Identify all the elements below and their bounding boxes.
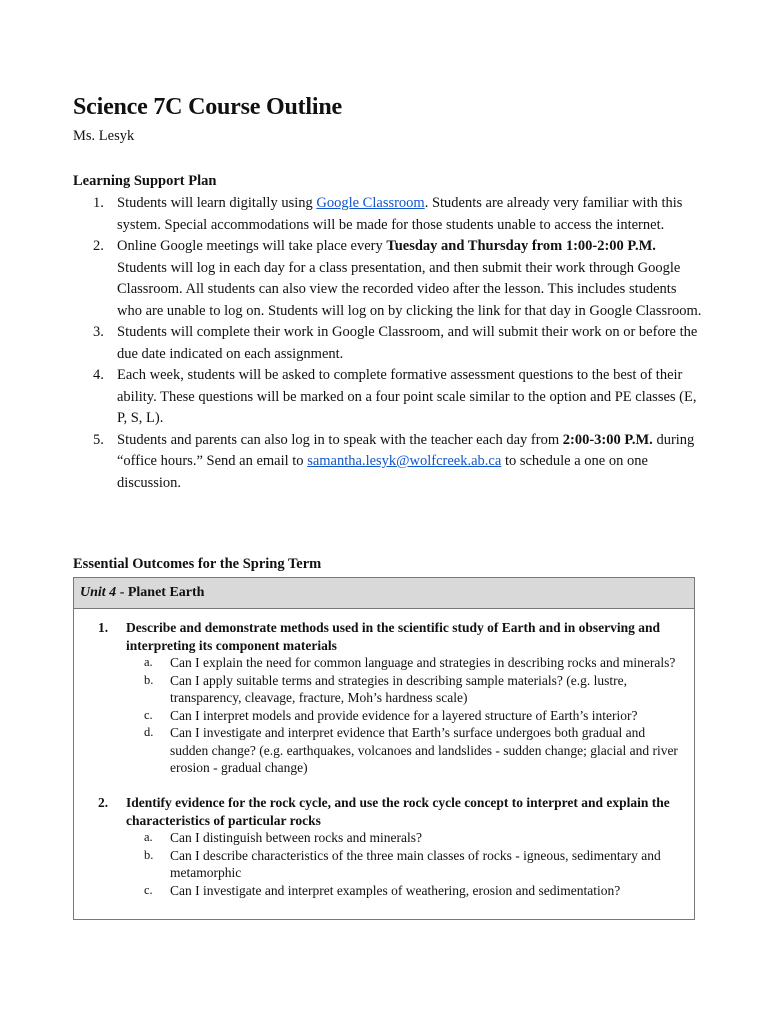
question-item: c. Can I interpret models and provide evidence for a layered structure of Earth’s interior? [144,707,638,723]
question-list [126,829,686,899]
teacher-email-link[interactable]: samantha.lesyk@wolfcreek.ab.ca [307,453,502,469]
list-number: 1. [93,195,104,211]
google-classroom-link[interactable]: Google Classroom [316,195,425,211]
list-item: 2. Online Google meetings will take place every Tuesday and Thursday from 1:00-2:00 P.M. Students will log in each day for a class presentation, and then submit their work through Google Classroom. All students can also view the recorded video after the lesson. This includes students who are unable to log on. Students will log on by clicking the link for that day in Google Classroom. [93,238,702,319]
question-item: b. Can I describe characteristics of the three main classes of rocks - igneous, sedimentary and metamorphic [144,847,661,880]
outcome-text: Describe and demonstrate methods used in the scientific study of Earth and in observing and interpreting its component materials [126,620,661,653]
outcome-item [98,794,686,899]
question-item: b. Can I apply suitable terms and strategies in describing sample materials? (e.g. lustre, transparency, cleavage, fracture, Moh’s hardness scale) [144,672,627,705]
question-item: a. Can I distinguish between rocks and minerals? [144,830,422,845]
unit-header [74,578,694,609]
question-item: d. Can I investigate and interpret evidence that Earth’s surface undergoes both gradual and sudden change? (e.g. earthquakes, volcanoes and landslides - sudden change; glacial and river erosion - gradual change) [144,725,678,775]
list-item: 3. Students will complete their work in Google Classroom, and will submit their work on or before the due date indicated on each assignment. [93,324,698,362]
question-list [126,654,686,777]
unit-label: Unit 4 [80,585,117,600]
meeting-schedule: Tuesday and Thursday from 1:00-2:00 P.M. [386,238,656,254]
list-number: 3. [93,324,104,340]
outcome-text: Identify evidence for the rock cycle, and use the rock cycle concept to interpret and explain the characteristics of particular rocks [126,795,670,828]
question-item: c. Can I investigate and interpret examples of weathering, erosion and sedimentation? [144,882,621,898]
list-item: 4. Each week, students will be asked to complete formative assessment questions to the best of their ability. These questions will be marked on a four point scale similar to the option and PE classes (E, P, S, L). [93,367,697,426]
question-item: a. Can I explain the need for common language and strategies in describing rocks and minerals? [144,655,676,670]
list-item: 1. Students will learn digitally using Google Classroom. Students are already very familiar with this system. Special accommodations will be made for those students unable to access the internet. [93,195,683,233]
outcome-number: 1. [98,620,109,635]
learning-support-heading: Learning Support Plan [73,173,217,189]
page-title: Science 7C Course Outline [73,94,342,120]
office-hours: 2:00-3:00 P.M. [562,431,653,448]
outcomes-table [73,577,695,920]
outcome-number: 2. [98,795,109,810]
author-name: Ms. Lesyk [73,128,135,144]
essential-outcomes-heading: Essential Outcomes for the Spring Term [73,556,322,572]
list-number: 2. [93,238,104,254]
unit-title: - Planet Earth [116,585,205,600]
list-number: 4. [93,367,104,383]
outcome-item [98,619,686,777]
list-number: 5. [93,431,104,448]
list-item: 5. Students and parents can also log in to speak with the teacher each day from 2:00-3:00 P.M. during “office hours.” Send an email to samantha.lesyk@wolfcreek.ab.ca to schedule a one on one discussion. [93,431,695,491]
learning-support-list [93,193,702,494]
